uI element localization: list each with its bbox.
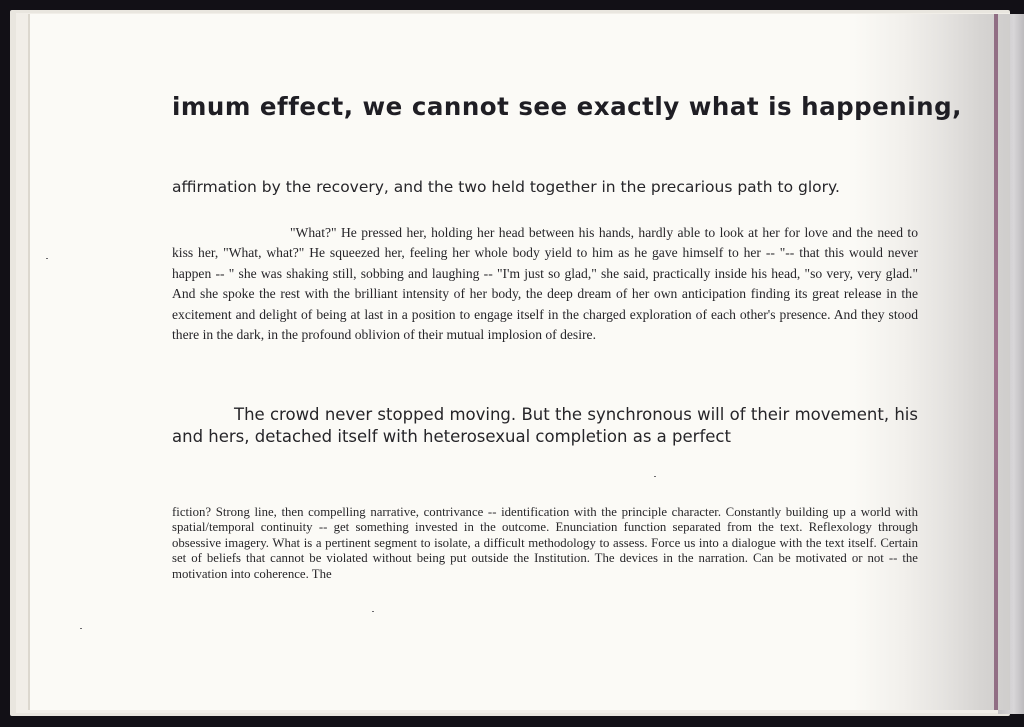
binding-edge bbox=[994, 14, 998, 710]
paragraph-dialogue: "What?" He pressed her, holding her head between his hands, hardly able to look at her for love and the need to kiss her, "What, what?" He squeezed her, feeling her whole body yield to him as he gave himself to her -- "-- that this would never happen -- " she was shaking still, sobbing and laughing -- "I'm just so glad," she said, practically inside his head, "so very, very glad." And she spoke the rest with the brilliant intensity of her body, the deep dream of her own anticipation finding its great release in the excitement and delight of being at last in a position to engage itself in the charged exploration of each other's presence. And they stood there in the dark, in the profound oblivion of their mutual implosion of desire. bbox=[172, 225, 918, 343]
paper-speck bbox=[80, 628, 82, 629]
paragraph-fiction: fiction? Strong line, then compelling narrative, contrivance -- identification with the principle character. Constantly building up a world with spatial/temporal continuity -- get something invested in the outcome. Enunciation function separated from the text. Reflexology through obsessive imagery. What is a pertinent segment to isolate, a difficult methodology to assess. Force us into a dialogue with the text itself. Certain set of beliefs that cannot be violated without being put outside the Institution. The devices in the narration. Can be motivated or not -- the motivation into coherence. The bbox=[172, 505, 918, 581]
paragraph-crowd: The crowd never stopped moving. But the synchronous will of their movement, his and hers, detached itself with heterosexual completion as a perfect bbox=[172, 405, 918, 446]
paragraph-affirmation: affirmation by the recovery, and the two held together in the precarious path to glory. bbox=[172, 178, 840, 196]
paper-speck bbox=[46, 258, 48, 259]
page-headline: imum effect, we cannot see exactly what is happening, bbox=[172, 92, 962, 121]
paper-speck bbox=[372, 611, 374, 612]
paper-speck bbox=[654, 476, 656, 477]
